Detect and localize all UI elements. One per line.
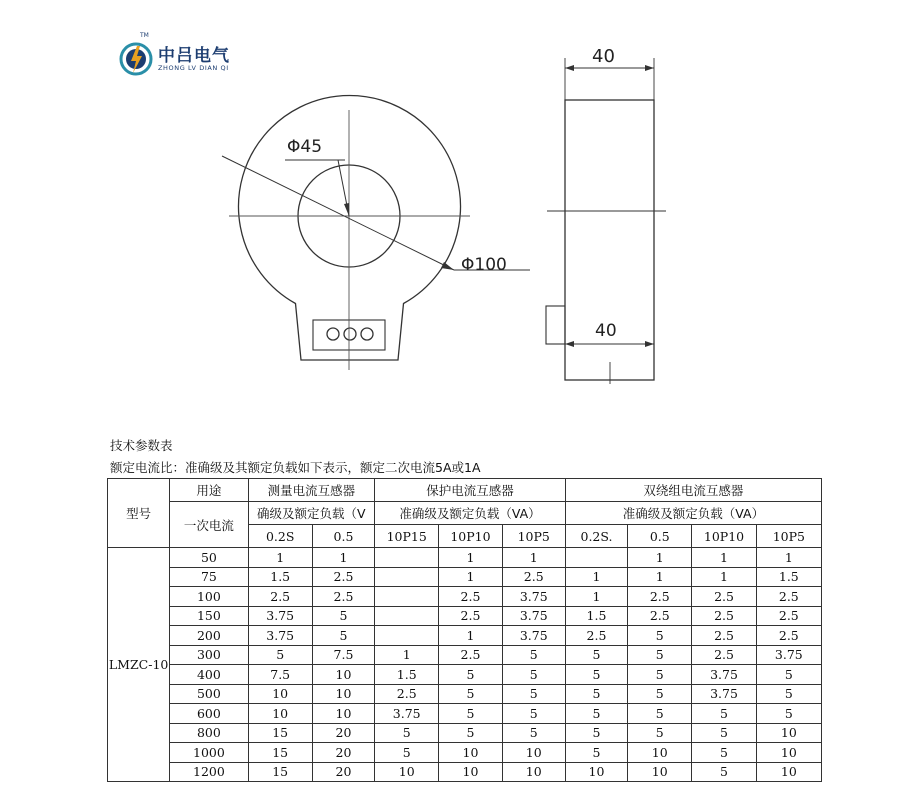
- load-value-cell: 10: [248, 704, 312, 724]
- load-value-cell: 10: [312, 704, 374, 724]
- primary-current-cell: 600: [170, 704, 248, 724]
- class-header: 0.5: [628, 525, 692, 548]
- load-value-cell: 10: [248, 684, 312, 704]
- logo-trademark: TM: [140, 32, 149, 39]
- load-value-cell: 5: [756, 704, 821, 724]
- class-header: 10P5: [502, 525, 565, 548]
- table-row: [108, 606, 822, 626]
- table-title: 技术参数表: [110, 438, 173, 453]
- load-value-cell: 3.75: [375, 704, 439, 724]
- load-value-cell: 3.75: [756, 645, 821, 665]
- load-value-cell: 1: [375, 645, 439, 665]
- primary-current-cell: 75: [170, 567, 248, 587]
- inner-diameter-arrow: [344, 203, 349, 216]
- load-value-cell: [375, 587, 439, 607]
- primary-current-cell: 800: [170, 723, 248, 743]
- load-value-cell: 1: [439, 626, 502, 646]
- load-value-cell: 5: [565, 704, 627, 724]
- load-value-cell: 5: [628, 665, 692, 685]
- load-value-cell: 5: [565, 665, 627, 685]
- load-value-cell: [565, 548, 627, 568]
- load-value-cell: 3.75: [692, 665, 756, 685]
- load-value-cell: 5: [628, 723, 692, 743]
- load-value-cell: 3.75: [502, 587, 565, 607]
- header-row-subgroups: [108, 502, 822, 525]
- load-value-cell: 20: [312, 743, 374, 763]
- load-value-cell: 1: [439, 567, 502, 587]
- load-value-cell: 10: [312, 684, 374, 704]
- subgroup-measuring: 确级及额定负载（V: [248, 502, 375, 525]
- primary-current-cell: 300: [170, 645, 248, 665]
- load-value-cell: 1: [628, 548, 692, 568]
- load-value-cell: 10: [565, 762, 627, 782]
- class-header: 0.2S.: [565, 525, 627, 548]
- load-value-cell: 1: [692, 567, 756, 587]
- load-value-cell: 2.5: [756, 606, 821, 626]
- load-value-cell: 10: [756, 723, 821, 743]
- subgroup-protection: 准确级及额定负载（VA）: [375, 502, 566, 525]
- model-header: 型号: [108, 479, 170, 548]
- load-value-cell: [375, 548, 439, 568]
- load-value-cell: 5: [439, 665, 502, 685]
- load-value-cell: 1.5: [375, 665, 439, 685]
- load-value-cell: 10: [756, 743, 821, 763]
- load-value-cell: 5: [439, 723, 502, 743]
- load-value-cell: 1: [439, 548, 502, 568]
- load-value-cell: 5: [502, 723, 565, 743]
- load-value-cell: 10: [439, 762, 502, 782]
- load-value-cell: 5: [756, 684, 821, 704]
- table-note: 额定电流比：准确级及其额定负载如下表示，额定二次电流5A或1A: [110, 460, 481, 475]
- load-value-cell: 1: [248, 548, 312, 568]
- load-value-cell: 1: [502, 548, 565, 568]
- load-value-cell: 5: [628, 684, 692, 704]
- side-view-terminal: [546, 306, 565, 344]
- load-value-cell: 5: [692, 762, 756, 782]
- group-dual: 双绕组电流互感器: [565, 479, 821, 502]
- load-value-cell: 5: [439, 704, 502, 724]
- load-value-cell: 2.5: [502, 567, 565, 587]
- spec-table: [107, 478, 822, 782]
- table-row: [108, 762, 822, 782]
- load-value-cell: 2.5: [439, 606, 502, 626]
- load-value-cell: 5: [628, 645, 692, 665]
- primary-current-cell: 1200: [170, 762, 248, 782]
- load-value-cell: 10: [502, 762, 565, 782]
- load-value-cell: 2.5: [628, 606, 692, 626]
- load-value-cell: 2.5: [692, 587, 756, 607]
- group-measuring: 测量电流互感器: [248, 479, 375, 502]
- load-value-cell: 2.5: [248, 587, 312, 607]
- load-value-cell: 2.5: [692, 645, 756, 665]
- load-value-cell: 5: [439, 684, 502, 704]
- table-row: [108, 587, 822, 607]
- load-value-cell: 5: [628, 626, 692, 646]
- outer-diameter-leader: [222, 156, 454, 270]
- class-header: 10P10: [439, 525, 502, 548]
- primary-current-header: 一次电流: [170, 502, 248, 548]
- load-value-cell: 10: [502, 743, 565, 763]
- load-value-cell: 2.5: [565, 626, 627, 646]
- primary-current-cell: 100: [170, 587, 248, 607]
- table-row: [108, 723, 822, 743]
- load-value-cell: 2.5: [439, 645, 502, 665]
- outer-diameter-label: Φ100: [461, 255, 507, 275]
- load-value-cell: 2.5: [628, 587, 692, 607]
- outer-diameter-arrow: [441, 262, 454, 270]
- load-value-cell: 5: [248, 645, 312, 665]
- load-value-cell: 5: [502, 665, 565, 685]
- primary-current-cell: 400: [170, 665, 248, 685]
- class-header: 0.5: [312, 525, 374, 548]
- load-value-cell: 2.5: [375, 684, 439, 704]
- inner-diameter-label: Φ45: [287, 137, 323, 157]
- primary-current-cell: 200: [170, 626, 248, 646]
- load-value-cell: 2.5: [312, 567, 374, 587]
- load-value-cell: [375, 626, 439, 646]
- load-value-cell: 5: [692, 723, 756, 743]
- class-header: 10P10: [692, 525, 756, 548]
- load-value-cell: 5: [565, 743, 627, 763]
- load-value-cell: 3.75: [502, 626, 565, 646]
- load-value-cell: 2.5: [692, 626, 756, 646]
- load-value-cell: 5: [502, 684, 565, 704]
- class-header: 10P15: [375, 525, 439, 548]
- load-value-cell: [375, 606, 439, 626]
- load-value-cell: 20: [312, 762, 374, 782]
- load-value-cell: 1.5: [756, 567, 821, 587]
- load-value-cell: 20: [312, 723, 374, 743]
- table-row: [108, 548, 822, 568]
- load-value-cell: 7.5: [312, 645, 374, 665]
- load-value-cell: 10: [375, 762, 439, 782]
- load-value-cell: [375, 567, 439, 587]
- subgroup-dual: 准确级及额定负载（VA）: [565, 502, 821, 525]
- terminal-screw-3: [361, 328, 373, 340]
- load-value-cell: 10: [312, 665, 374, 685]
- load-value-cell: 1.5: [248, 567, 312, 587]
- group-protection: 保护电流互感器: [375, 479, 566, 502]
- load-value-cell: 3.75: [248, 606, 312, 626]
- load-value-cell: 1: [756, 548, 821, 568]
- load-value-cell: 5: [756, 665, 821, 685]
- class-header: 10P5: [756, 525, 821, 548]
- load-value-cell: 5: [565, 645, 627, 665]
- table-row: [108, 665, 822, 685]
- load-value-cell: 10: [628, 762, 692, 782]
- load-value-cell: 2.5: [312, 587, 374, 607]
- load-value-cell: 5: [565, 684, 627, 704]
- load-value-cell: 5: [502, 645, 565, 665]
- load-value-cell: 5: [312, 606, 374, 626]
- top-depth-label: 40: [592, 46, 615, 67]
- terminal-screw-2: [344, 328, 356, 340]
- load-value-cell: 1: [312, 548, 374, 568]
- table-row: [108, 626, 822, 646]
- load-value-cell: 3.75: [248, 626, 312, 646]
- load-value-cell: 15: [248, 762, 312, 782]
- logo-name: 中吕电气: [158, 46, 230, 66]
- load-value-cell: 3.75: [502, 606, 565, 626]
- load-value-cell: 5: [375, 743, 439, 763]
- load-value-cell: 2.5: [692, 606, 756, 626]
- load-value-cell: 5: [692, 743, 756, 763]
- load-value-cell: 1: [565, 587, 627, 607]
- load-value-cell: 2.5: [439, 587, 502, 607]
- purpose-header: 用途: [170, 479, 248, 502]
- table-row: [108, 704, 822, 724]
- load-value-cell: 7.5: [248, 665, 312, 685]
- load-value-cell: 5: [375, 723, 439, 743]
- load-value-cell: 1: [565, 567, 627, 587]
- load-value-cell: 15: [248, 723, 312, 743]
- load-value-cell: 1.5: [565, 606, 627, 626]
- load-value-cell: 5: [312, 626, 374, 646]
- table-row: [108, 567, 822, 587]
- load-value-cell: 10: [439, 743, 502, 763]
- load-value-cell: 10: [628, 743, 692, 763]
- load-value-cell: 15: [248, 743, 312, 763]
- table-row: [108, 684, 822, 704]
- load-value-cell: 1: [628, 567, 692, 587]
- load-value-cell: 5: [565, 723, 627, 743]
- table-row: [108, 645, 822, 665]
- load-value-cell: 2.5: [756, 626, 821, 646]
- load-value-cell: 3.75: [692, 684, 756, 704]
- terminal-screw-1: [327, 328, 339, 340]
- model-cell: LMZC-10: [108, 548, 170, 782]
- primary-current-cell: 500: [170, 684, 248, 704]
- header-row-groups: [108, 479, 822, 502]
- load-value-cell: 5: [502, 704, 565, 724]
- load-value-cell: 5: [628, 704, 692, 724]
- primary-current-cell: 50: [170, 548, 248, 568]
- class-header: 0.2S: [248, 525, 312, 548]
- primary-current-cell: 1000: [170, 743, 248, 763]
- load-value-cell: 1: [692, 548, 756, 568]
- load-value-cell: 2.5: [756, 587, 821, 607]
- primary-current-cell: 150: [170, 606, 248, 626]
- bottom-depth-label: 40: [595, 321, 617, 341]
- load-value-cell: 5: [692, 704, 756, 724]
- table-row: [108, 743, 822, 763]
- load-value-cell: 10: [756, 762, 821, 782]
- logo-subtitle: ZHONG LV DIAN QI: [158, 64, 229, 72]
